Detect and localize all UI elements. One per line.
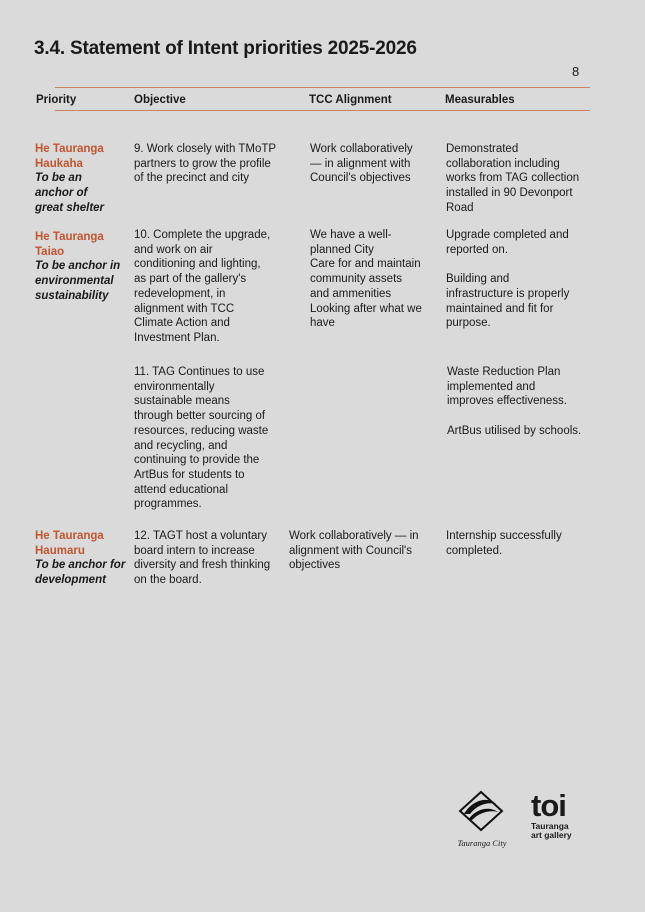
tcc-alignment-cell: Work collaboratively — in alignment with Council's objectives <box>289 530 419 572</box>
priority-description: To be an <box>35 172 82 185</box>
header-objective: Objective <box>134 94 186 106</box>
toi-line1: Tauranga <box>531 821 569 831</box>
priority-description: environmental <box>35 275 114 288</box>
toi-logo <box>531 790 591 840</box>
header-measurables: Measurables <box>445 94 515 106</box>
priority-description: anchor of <box>35 187 88 200</box>
priority-cell <box>35 529 133 588</box>
tauranga-city-emblem-icon <box>452 790 512 832</box>
priority-name: He Tauranga <box>35 231 104 243</box>
priority-cell <box>35 142 133 216</box>
priority-name: Taiao <box>35 245 65 258</box>
priority-description: To be anchor in <box>35 260 121 273</box>
toi-wordmark: toi <box>531 788 566 823</box>
priority-description: sustainability <box>35 289 109 302</box>
measurables-cell: Demonstrated collaboration including works from TAG collection installed in 90 Devonport Road <box>446 143 580 214</box>
objective-cell: 10. Complete the upgrade, and work on air conditioning and lighting, as part of the gallery's redevelopment, in alignment with TCC Climate Action and Investment Plan. <box>134 229 271 344</box>
measurables-cell: Upgrade completed and reported on. Building and infrastructure is properly maintained and fit for purpose. <box>446 229 570 330</box>
tauranga-city-wordmark: Tauranga City <box>457 838 507 848</box>
page-number: 8 <box>572 64 580 79</box>
header-top-rule <box>55 87 590 88</box>
header-tcc-alignment: TCC Alignment <box>309 94 392 106</box>
objective-cell: 11. TAG Continues to use environmentally sustainable means through better sourcing of resources, reducing waste and recycling, and continuing to provide the ArtBus for students to attend educational programmes. <box>134 366 269 511</box>
page-title: 3.4. Statement of Intent priorities 2025-2026 <box>34 38 417 59</box>
measurables-cell: Waste Reduction Plan implemented and improves effectiveness. ArtBus utilised by schools. <box>447 366 582 437</box>
tauranga-city-logo <box>452 790 512 848</box>
header-priority: Priority <box>36 94 77 106</box>
priority-name: Haukaha <box>35 157 83 170</box>
priority-description: development <box>35 574 106 587</box>
priority-name: He Tauranga <box>35 530 104 542</box>
tcc-alignment-cell: Work collaboratively — in alignment with Council's objectives <box>310 143 413 185</box>
priority-description: great shelter <box>35 201 105 214</box>
objective-cell: 9. Work closely with TMoTP partners to grow the profile of the precinct and city <box>134 143 277 185</box>
priority-description: To be anchor for <box>35 559 126 572</box>
header-bottom-rule <box>55 110 590 111</box>
priority-name: He Tauranga <box>35 143 104 155</box>
toi-line2: art gallery <box>531 830 572 840</box>
priority-name: Haumaru <box>35 544 85 557</box>
tcc-alignment-cell: We have a well- planned City Care for and maintain community assets and ammenities Looking after what we have <box>310 229 422 330</box>
measurables-cell: Internship successfully completed. <box>446 530 562 557</box>
objective-cell: 12. TAGT host a voluntary board intern to increase diversity and fresh thinking on the board. <box>134 530 271 587</box>
priority-cell <box>35 230 133 304</box>
